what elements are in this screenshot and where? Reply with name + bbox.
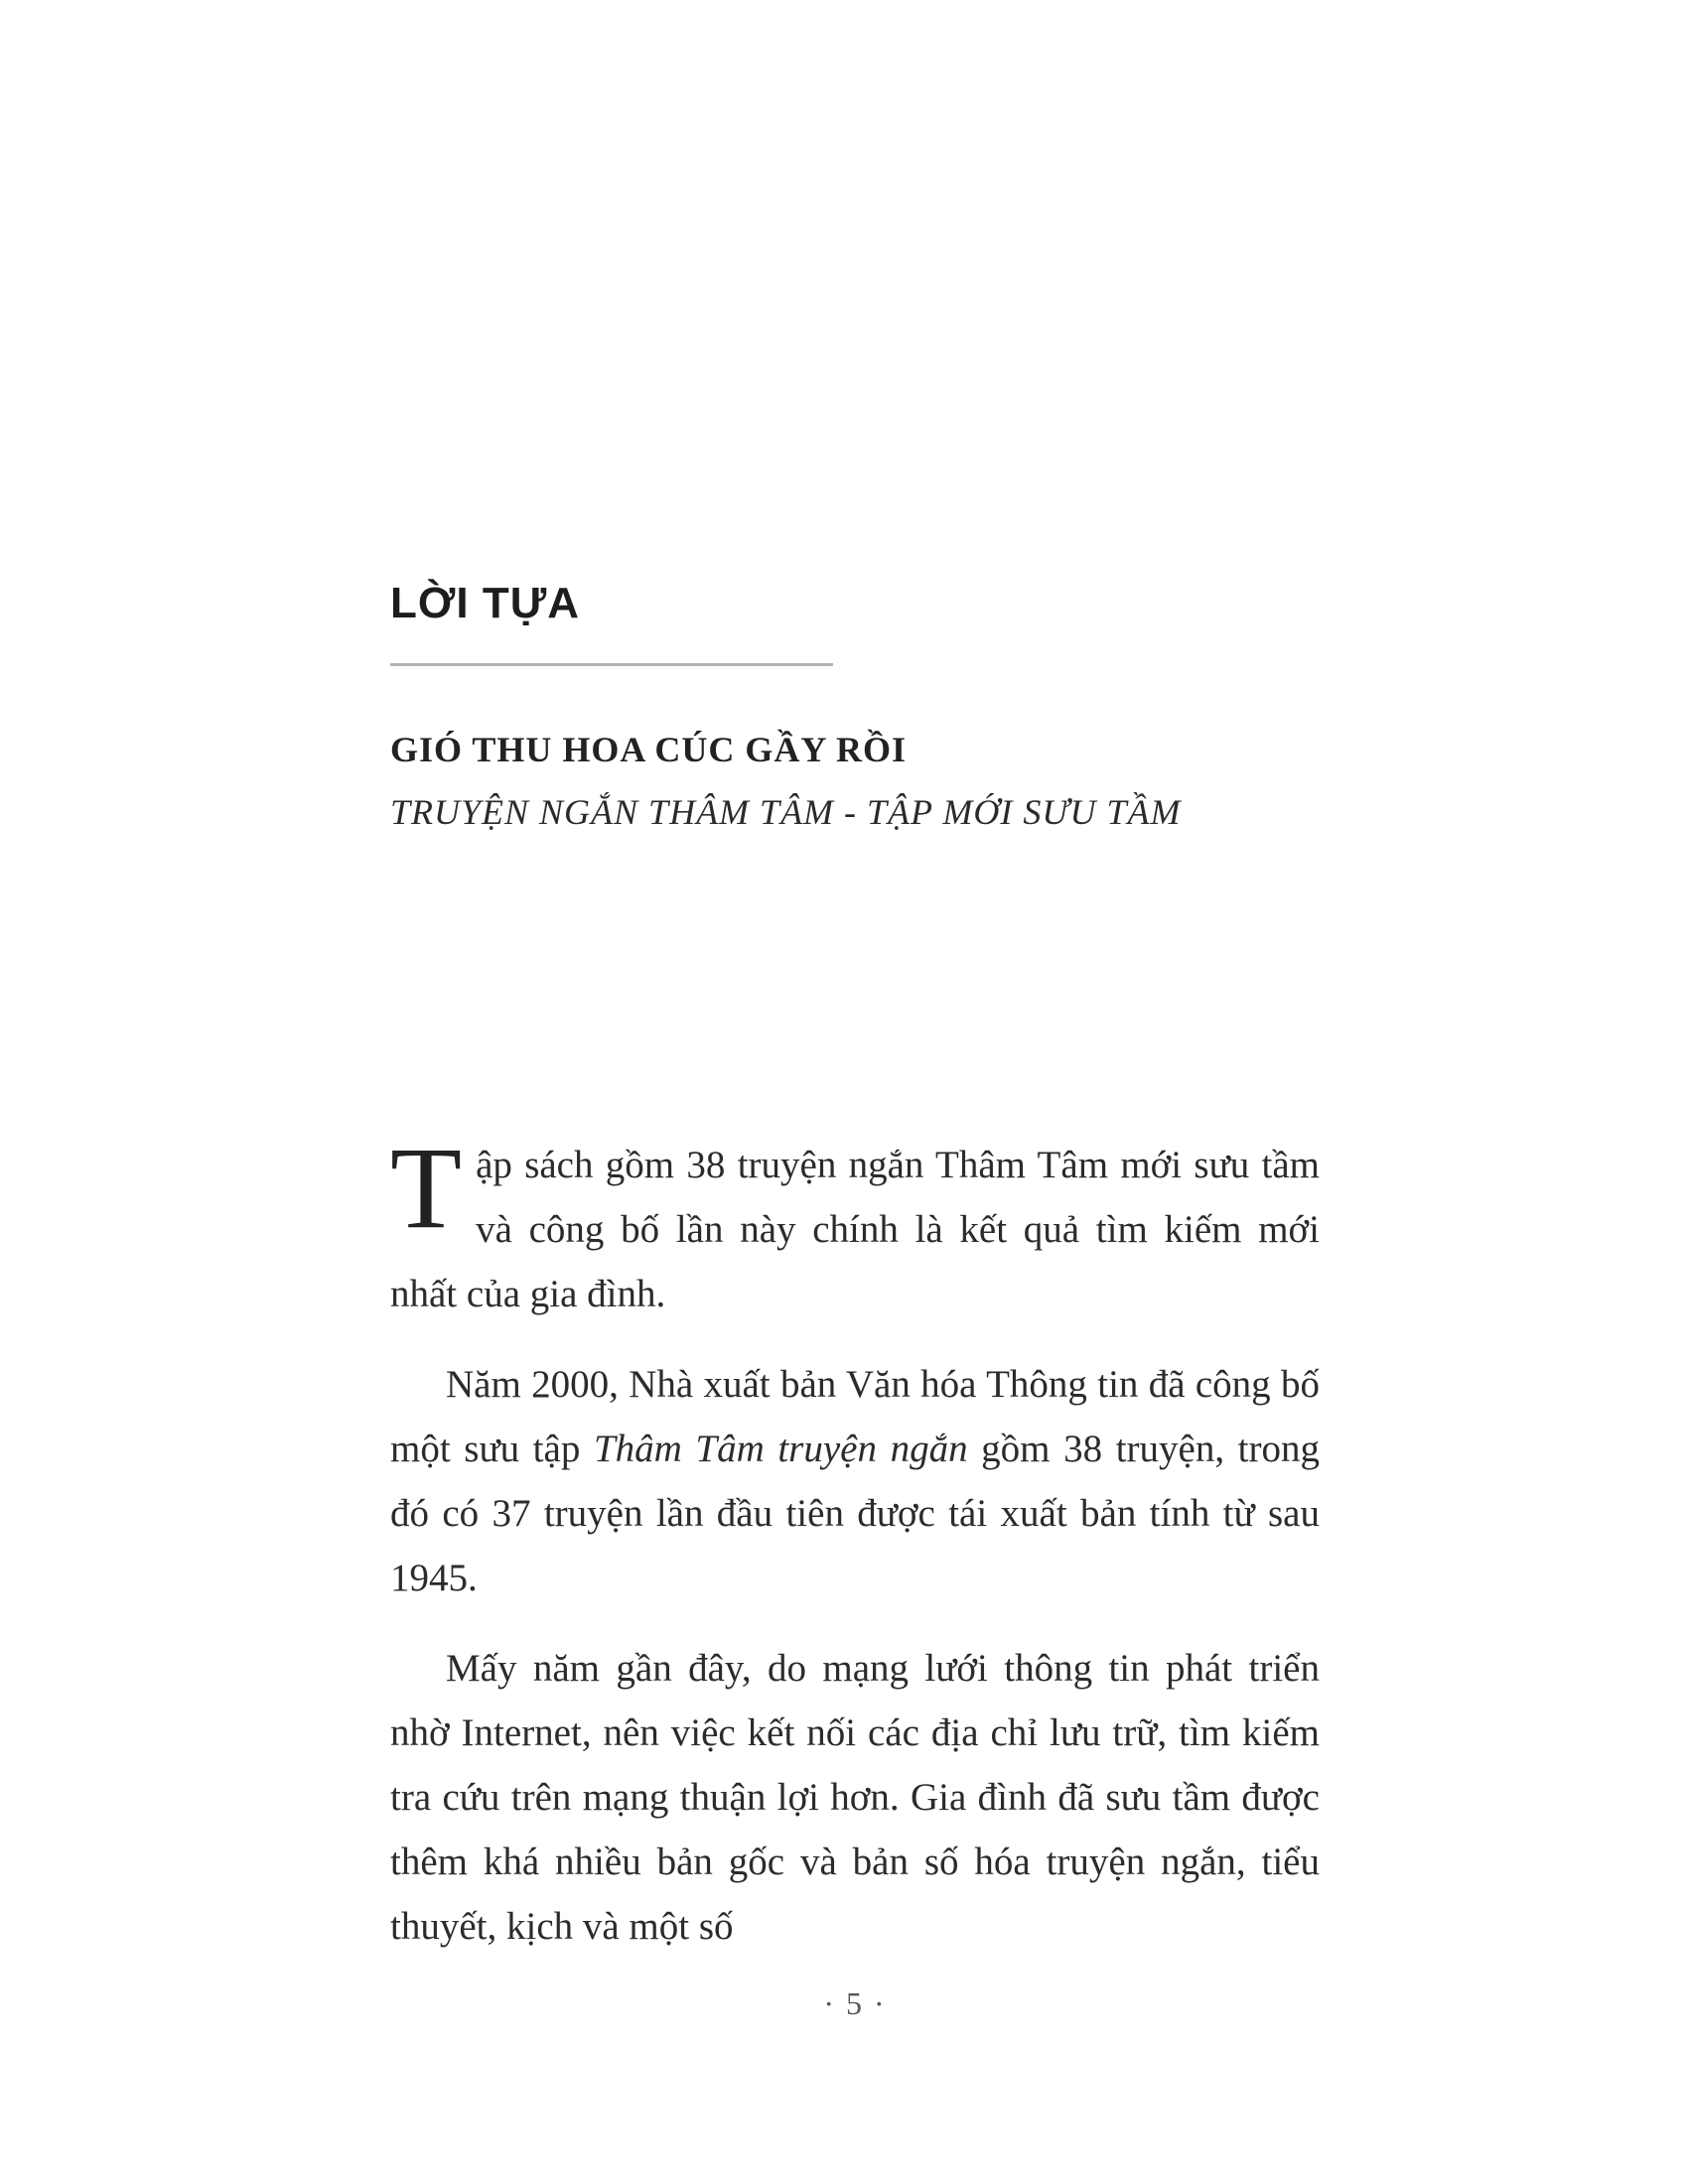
preface-body (390, 1123, 1321, 1959)
page-content (390, 0, 1320, 1984)
heading-divider (390, 663, 833, 666)
paragraph-3: Mấy năm gần đây, do mạng lưới thông tin phát triển nhờ Internet, nên việc kết nối các địa chỉ lưu trữ, tìm kiếm tra cứu trên mạng thuận lợi hơn. Gia đình đã sưu tầm được thêm khá nhiều bản gốc và bản số hóa truyện ngắn, tiểu thuyết, kịch và một số (390, 1647, 1320, 1948)
preface-heading: LỜI TỰA (390, 579, 581, 627)
paragraph-2-text-after: gồm 38 truyện, trong đó có 37 truyện lần đầu tiên được tái xuất bản tính từ sau 1945. (390, 1428, 1321, 1599)
paragraph-1 (390, 1123, 1320, 1326)
paragraph-2-italic-title: Thâm Tâm truyện ngắn (593, 1428, 968, 1470)
page-number: · 5 · (823, 1985, 887, 2021)
dropcap-letter: T (390, 1123, 463, 1253)
paragraph-1-text: ập sách gồm 38 truyện ngắn Thâm Tâm mới sưu tầm và công bố lần này chính là kết quả tìm kiếm mới nhất của gia đình. (390, 1144, 1320, 1315)
book-title: GIÓ THU HOA CÚC GẦY RỒI (390, 730, 908, 769)
book-subtitle: TRUYỆN NGẮN THÂM TÂM - TẬP MỚI SƯU TẦM (390, 792, 1182, 832)
paragraph-2 (390, 1352, 1320, 1610)
paragraph-2-text-before: Năm 2000, Nhà xuất bản Văn hóa Thông tin đã công bố một sưu tập (390, 1363, 1320, 1470)
